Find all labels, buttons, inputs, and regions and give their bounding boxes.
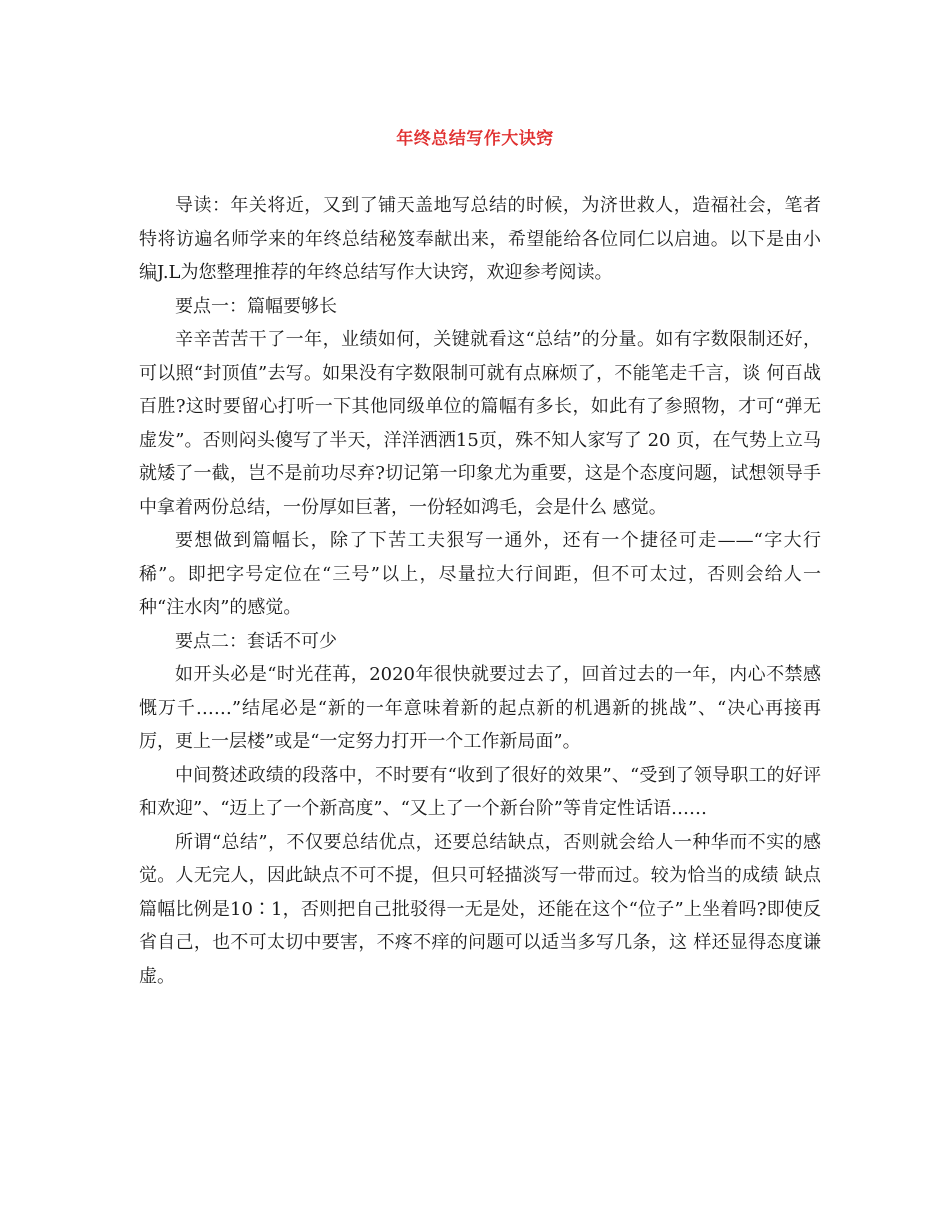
document-body	[139, 189, 821, 993]
paragraph: 如开头必是“时光荏苒，2020年很快就要过去了，回首过去的一年，内心不禁感慨万千……”结尾必是“新的一年意味着新的起点新的机遇新的挑战”、“决心再接再厉，更上一层楼”或是“一定努力打开一个工作新局面”。	[139, 664, 821, 752]
document-title: 年终总结写作大诀窍	[396, 129, 554, 149]
section-heading-2: 要点二：套话不可少	[175, 630, 337, 652]
paragraph: 要想做到篇幅长，除了下苦工夫狠写一通外，还有一个捷径可走——“字大行稀”。即把字号定位在“三号”以上，尽量拉大行间距，但不可太过，否则会给人一种“注水肉”的感觉。	[139, 530, 821, 618]
paragraph: 所谓“总结”，不仅要总结优点，还要总结缺点，否则就会给人一种华而不实的感觉。人无完人，因此缺点不可不提，但只可轻描淡写一带而过。较为恰当的成绩 缺点篇幅比例是10∶1，否则把自己批驳得一无是处，还能在这个“位子”上坐着吗?即使反省自己，也不可太切中要害，不疼不痒的问题可以适当多写几条，这 样还显得态度谦虚。	[139, 831, 821, 987]
section-heading-1: 要点一：篇幅要够长	[175, 295, 337, 317]
paragraph: 辛辛苦苦干了一年，业绩如何，关键就看这“总结”的分量。如有字数限制还好，可以照“封顶值”去写。如果没有字数限制可就有点麻烦了，不能笔走千言，谈 何百战百胜?这时要留心打听一下其他同级单位的篇幅有多长，如此有了参照物，才可“弹无虚发”。否则闷头傻写了半天，洋洋洒洒15页，殊不知人家写了 20 页，在气势上立马就矮了一截，岂不是前功尽弃?切记第一印象尤为重要，这是个态度问题，试想领导手中拿着两份总结，一份厚如巨著，一份轻如鸿毛，会是什么 感觉。	[139, 329, 821, 518]
paragraph: 中间赘述政绩的段落中，不时要有“收到了很好的效果”、“受到了领导职工的好评和欢迎”、“迈上了一个新高度”、“又上了一个新台阶”等肯定性话语……	[139, 764, 821, 819]
paragraph-intro: 导读：年关将近，又到了铺天盖地写总结的时候，为济世救人，造福社会，笔者特将访遍名师学来的年终总结秘笈奉献出来，希望能给各位同仁以启迪。以下是由小编J.L为您整理推荐的年终总结写作大诀窍，欢迎参考阅读。	[139, 195, 821, 283]
